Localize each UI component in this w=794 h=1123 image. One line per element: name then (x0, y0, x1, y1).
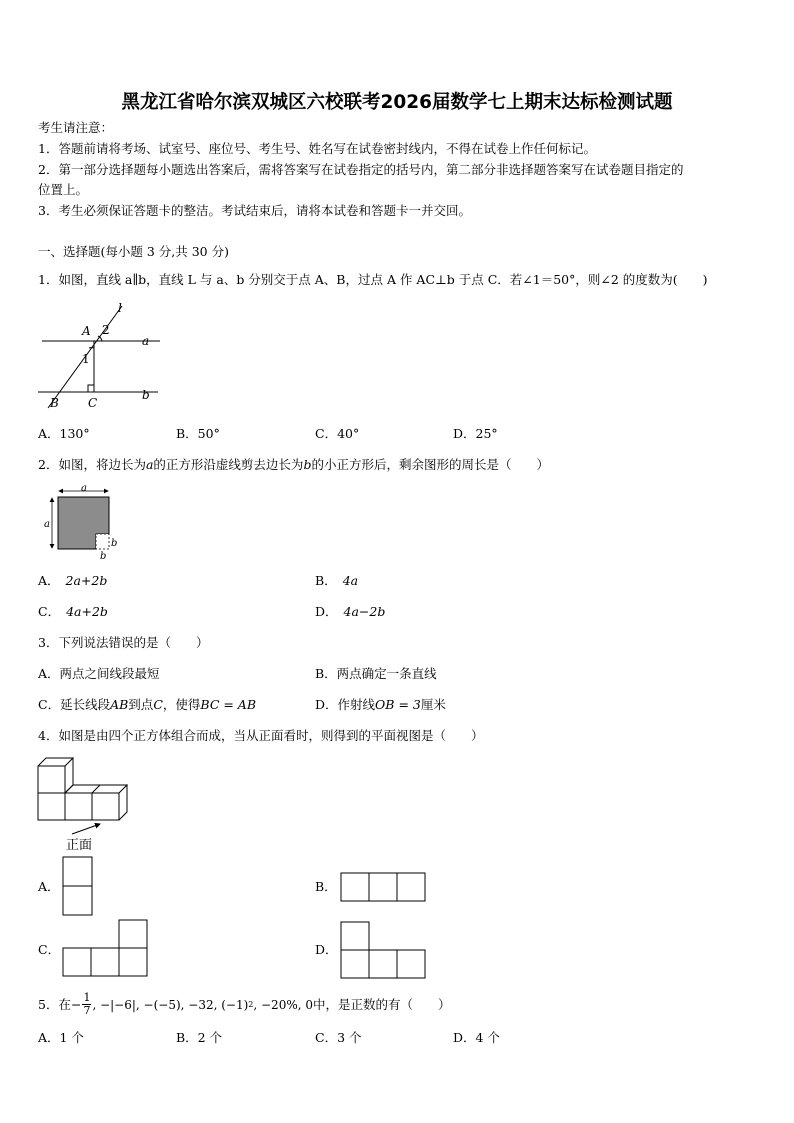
q5-stem: 5．在 − $\frac{1}{7}$ , −|−6|, −(−5), −32, (−1) 2 , −20%, 0 中，是正数的有（ ） (38, 991, 451, 1017)
q1-figure (36, 298, 166, 413)
q2-option-c: C． 4a+2b (38, 604, 108, 619)
q1-option-c: C．40° (315, 426, 360, 441)
label-2: 2 (102, 323, 110, 337)
q4-option-d-view (340, 921, 430, 981)
q2-figure (40, 484, 125, 562)
notice-heading: 考生请注意： (38, 120, 114, 135)
q4-stem: 4．如图是由四个正方体组合而成，当从正面看时，则得到的平面视图是（ ） (38, 728, 484, 743)
q5-option-a: A．1 个 (38, 1030, 84, 1045)
label-a: a (142, 334, 150, 348)
q4-cube-figure (36, 754, 136, 854)
dim-bottom-label: b (100, 551, 107, 562)
right-angle-mark (88, 385, 94, 392)
q1-option-a: A．130° (38, 426, 90, 441)
notice-item-2-cont: 位置上。 (38, 182, 89, 197)
q1-option-d: D．25° (453, 426, 498, 441)
notice-item-1: 1．答题前请将考场、试室号、座位号、考生号、姓名写在试卷密封线内，不得在试卷上作任何标记。 (38, 141, 596, 156)
q2-option-a: A． 2a+2b (38, 573, 108, 588)
front-arrow (72, 824, 100, 834)
q1-option-b: B．50° (176, 426, 220, 441)
q5-option-d: D．4 个 (453, 1030, 500, 1045)
q3-option-c: C．延长线段AB到点C，使得BC = AB (38, 697, 257, 712)
q3-option-b: B．两点确定一条直线 (315, 666, 437, 681)
q3-stem: 3．下列说法错误的是（ ） (38, 635, 209, 650)
q2-stem: 2．如图，将边长为a的正方形沿虚线剪去边长为b的小正方形后，剩余图形的周长是（ ） (38, 457, 549, 472)
label-b: b (142, 388, 150, 402)
var-b: b (303, 457, 312, 472)
label-C: C (88, 396, 98, 410)
q4-option-c-label: C． (38, 942, 61, 957)
q4-option-d-label: D． (315, 942, 338, 957)
notice-item-3: 3．考生必须保证答题卡的整洁。考试结束后，请将本试卷和答题卡一并交回。 (38, 203, 471, 218)
q1-stem: 1．如图，直线 a∥b，直线 L 与 a、b 分别交于点 A、B，过点 A 作 AC⊥b 于点 C．若∠1＝50°，则∠2 的度数为( ) (38, 272, 708, 287)
q3-option-a: A．两点之间线段最短 (38, 666, 160, 681)
q5-option-c: C．3 个 (315, 1030, 362, 1045)
section-heading: 一、选择题(每小题 3 分,共 30 分) (38, 244, 229, 259)
label-l: l (118, 301, 122, 315)
q2-option-b: B． 4a (315, 573, 359, 588)
label-1: 1 (82, 352, 90, 366)
q3-option-d: D．作射线OB = 3厘米 (315, 697, 446, 712)
q2-option-d: D． 4a−2b (315, 604, 386, 619)
q4-option-b-label: B． (315, 879, 337, 894)
q4-option-c-view (62, 919, 152, 979)
fraction: $\frac{1}{7}$ (83, 991, 91, 1017)
cut-square (96, 534, 109, 549)
dim-top-label: a (81, 484, 87, 494)
q4-option-b-view (340, 872, 428, 904)
label-A: A (82, 324, 91, 338)
q5-option-b: B．2 个 (176, 1030, 223, 1045)
dim-right-label: b (111, 538, 118, 549)
q4-option-a-view (62, 856, 94, 918)
page-title: 黑龙江省哈尔滨双城区六校联考2026届数学七上期末达标检测试题 (121, 92, 673, 113)
front-label: 正面 (66, 838, 93, 853)
notice-item-2: 2．第一部分选择题每小题选出答案后，需将答案写在试卷指定的括号内，第二部分非选择题答案写在试卷题目指定的 (38, 162, 684, 177)
dim-left-label: a (44, 519, 50, 530)
label-B: B (50, 396, 59, 410)
q4-option-a-label: A． (38, 879, 60, 894)
var-a: a (145, 457, 154, 472)
